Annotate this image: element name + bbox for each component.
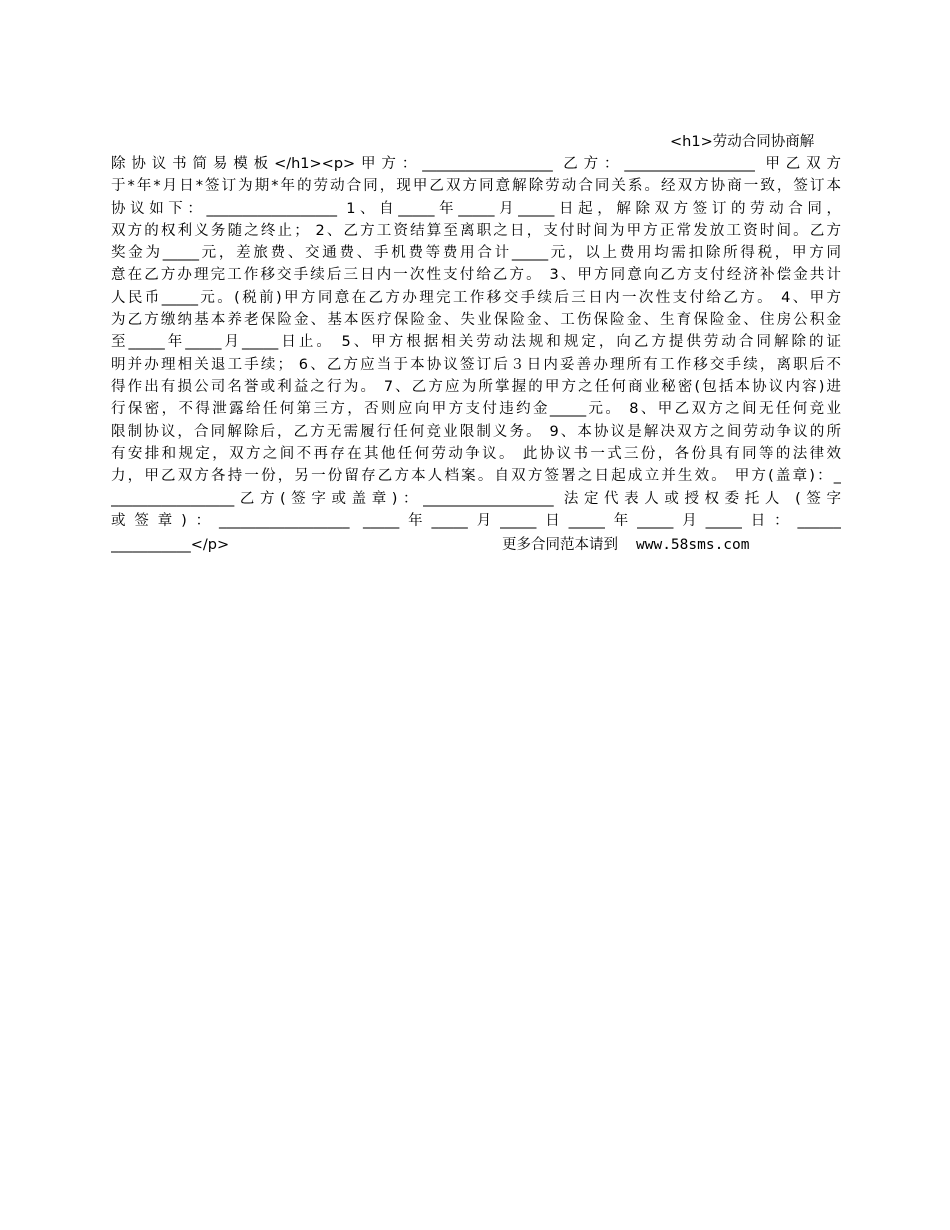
text-line-11: 明并办理相关退工手续； 6、乙方应当于本协议签订后３日内妥善办理所有工作移交手续，离职后不	[111, 357, 841, 373]
footer-site-link[interactable]: www.58sms.com	[636, 537, 750, 553]
text-line-2: 除协议书简易模板</h1><p>甲方：__________________ 乙方：__________________ 甲乙双方	[111, 156, 841, 172]
text-line-17: _________________乙方(签字或盖章)：__________________ 法定代表人或授权委托人 (签字	[111, 491, 841, 507]
text-line-16: 力，甲乙双方各持一份，另一份留存乙方本人档案。自双方签署之日起成立并生效。 甲方(盖章)：_	[111, 468, 841, 484]
text-line-6: 奖金为_____元，差旅费、交通费、手机费等费用合计_____元，以上费用均需扣除所得税，甲方同	[111, 245, 841, 261]
text-line-1: <h1>劳动合同协商解	[670, 134, 815, 150]
text-line-8: 人民币_____元。(税前)甲方同意在乙方办理完工作移交手续后三日内一次性支付给乙方。 4、甲方	[111, 290, 841, 306]
text-line-15: 有安排和规定，双方之间不再存在其他任何劳动争议。 此协议书一式三份，各份具有同等的法律效	[111, 446, 841, 462]
text-line-9: 为乙方缴纳基本养老保险金、基本医疗保险金、失业保险金、工伤保险金、生育保险金、住房公积金	[111, 312, 841, 328]
text-line-10: 至_____年_____月_____日止。 5、甲方根据相关劳动法规和规定，向乙方提供劳动合同解除的证	[111, 334, 841, 350]
text-line-19: ___________</p>	[111, 537, 230, 553]
text-line-14: 限制协议，合同解除后，乙方无需履行任何竞业限制义务。 9、本协议是解决双方之间劳动争议的所	[111, 424, 841, 440]
text-line-4: 协议如下：__________________ 1、自_____年_____月_____日起，解除双方签订的劳动合同，	[111, 201, 841, 217]
text-line-7: 意在乙方办理完工作移交手续后三日内一次性支付给乙方。 3、甲方同意向乙方支付经济补偿金共计	[111, 267, 841, 283]
text-line-18: 或签章)：__________________ _____年_____月_____日_____年_____月_____日：______	[111, 513, 841, 529]
text-line-12: 得作出有损公司名誉或利益之行为。 7、乙方应为所掌握的甲方之任何商业秘密(包括本协议内容)进	[111, 379, 841, 395]
text-line-3: 于*年*月日*签订为期*年的劳动合同，现甲乙双方同意解除劳动合同关系。经双方协商一致，签订本	[111, 178, 841, 194]
text-line-5: 双方的权利义务随之终止； 2、乙方工资结算至离职之日，支付时间为甲方正常发放工资时间。乙方	[111, 223, 841, 239]
footer-text: 更多合同范本请到	[502, 537, 618, 553]
text-line-13: 行保密，不得泄露给任何第三方，否则应向甲方支付违约金_____元。 8、甲乙双方之间无任何竞业	[111, 401, 841, 417]
